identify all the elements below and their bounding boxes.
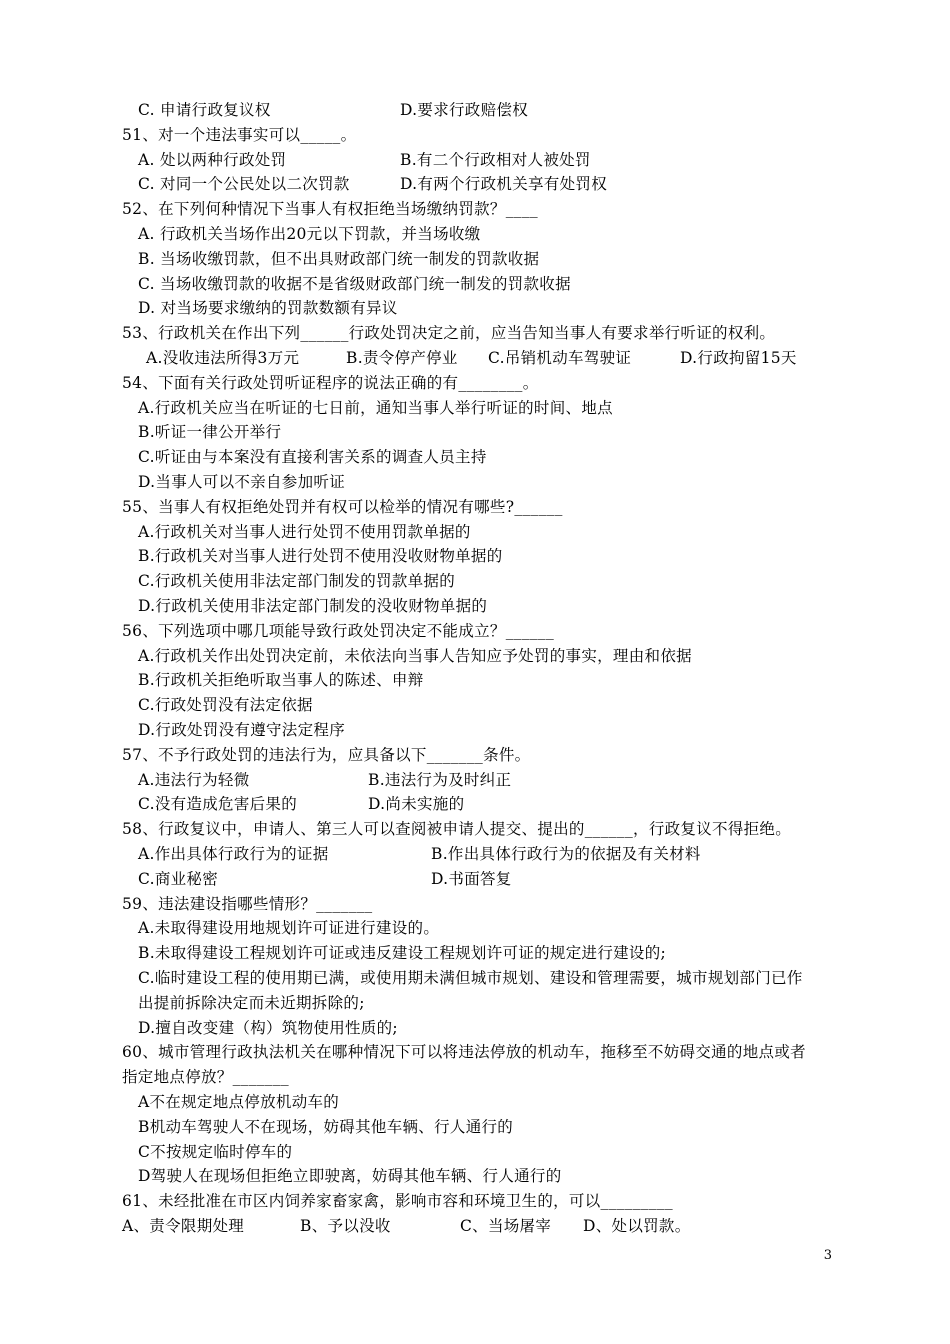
question-line: 58、行政复议中，申请人、第三人可以查阅被申请人提交、提出的______，行政复议不得拒绝。 (122, 820, 792, 838)
option-left: C. 申请行政复议权 (138, 101, 271, 119)
option-inline: C.吊销机动车驾驶证 (488, 349, 632, 367)
option-inline: A.没收违法所得3万元 (146, 349, 300, 367)
option-right: D.有两个行政机关享有处罚权 (400, 175, 608, 193)
option-line: A.行政机关对当事人进行处罚不使用罚款单据的 (138, 523, 471, 541)
option-line: B机动车驾驶人不在现场，妨碍其他车辆、行人通行的 (138, 1118, 514, 1136)
option-line: B.行政机关对当事人进行处罚不使用没收财物单据的 (138, 547, 503, 565)
option-right: B.有二个行政相对人被处罚 (400, 151, 591, 169)
option-inline: C、当场屠宰 (460, 1217, 552, 1235)
option-line: D驾驶人在现场但拒绝立即驶离，妨碍其他车辆、行人通行的 (138, 1167, 562, 1185)
question-line: 54、下面有关行政处罚听证程序的说法正确的有________。 (122, 374, 539, 392)
option-inline: B.责令停产停业 (346, 349, 458, 367)
question-line: 55、当事人有权拒绝处罚并有权可以检举的情况有哪些?______ (122, 498, 563, 516)
question-line: 57、不予行政处罚的违法行为，应具备以下_______条件。 (122, 746, 531, 764)
option-line: B.行政机关拒绝听取当事人的陈述、申辩 (138, 671, 424, 689)
option-line: D.当事人可以不亲自参加听证 (138, 473, 346, 491)
question-line: 指定地点停放？_______ (122, 1068, 289, 1086)
question-line: 53、行政机关在作出下列______行政处罚决定之前，应当告知当事人有要求举行听证的权利。 (122, 324, 776, 342)
option-line: A不在规定地点停放机动车的 (138, 1093, 340, 1111)
option-left: A.作出具体行政行为的证据 (138, 845, 329, 863)
option-right: B.作出具体行政行为的依据及有关材料 (431, 845, 701, 863)
option-inline: D.行政拘留15天 (680, 349, 797, 367)
option-line: 出提前拆除决定而未近期拆除的; (138, 994, 365, 1012)
option-left: A. 处以两种行政处罚 (138, 151, 287, 169)
option-line: C.行政机关使用非法定部门制发的罚款单据的 (138, 572, 456, 590)
option-line: B.未取得建设工程规划许可证或违反建设工程规划许可证的规定进行建设的; (138, 944, 667, 962)
option-inline: A、责令限期处理 (122, 1217, 245, 1235)
option-left: C.没有造成危害后果的 (138, 795, 298, 813)
page-number: 3 (823, 1248, 832, 1263)
option-line: C.临时建设工程的使用期已满，或使用期未满但城市规划、建设和管理需要，城市规划部门已作 (138, 969, 803, 987)
option-line: A.行政机关应当在听证的七日前，通知当事人举行听证的时间、地点 (138, 399, 613, 417)
option-line: C.行政处罚没有法定依据 (138, 696, 313, 714)
option-line: D.擅自改变建（构）筑物使用性质的; (138, 1019, 398, 1037)
question-line: 59、违法建设指哪些情形？_______ (122, 895, 373, 913)
option-left: A.违法行为轻微 (138, 771, 250, 789)
question-line: 52、在下列何种情况下当事人有权拒绝当场缴纳罚款？____ (122, 200, 538, 218)
option-line: C. 当场收缴罚款的收据不是省级财政部门统一制发的罚款收据 (138, 275, 571, 293)
option-line: D.行政机关使用非法定部门制发的没收财物单据的 (138, 597, 488, 615)
option-right: D.要求行政赔偿权 (400, 101, 529, 119)
option-right: B.违法行为及时纠正 (368, 771, 512, 789)
option-line: D.行政处罚没有遵守法定程序 (138, 721, 346, 739)
option-left: C. 对同一个公民处以二次罚款 (138, 175, 350, 193)
option-line: B. 当场收缴罚款，但不出具财政部门统一制发的罚款收据 (138, 250, 540, 268)
option-right: D.书面答复 (431, 870, 512, 888)
option-inline: B、予以没收 (300, 1217, 391, 1235)
question-line: 61、未经批准在市区内饲养家畜家禽，影响市容和环境卫生的，可以_________ (122, 1192, 673, 1210)
question-line: 56、下列选项中哪几项能导致行政处罚决定不能成立？______ (122, 622, 555, 640)
option-line: C.听证由与本案没有直接利害关系的调查人员主持 (138, 448, 487, 466)
option-line: B.听证一律公开举行 (138, 423, 282, 441)
option-line: A.未取得建设用地规划许可证进行建设的。 (138, 919, 440, 937)
option-line: D. 对当场要求缴纳的罚款数额有异议 (138, 299, 398, 317)
question-line: 51、对一个违法事实可以_____。 (122, 126, 357, 144)
option-line: A. 行政机关当场作出20元以下罚款，并当场收缴 (138, 225, 481, 243)
question-line: 60、城市管理行政执法机关在哪种情况下可以将违法停放的机动车，拖移至不妨碍交通的地点或者 (122, 1043, 806, 1061)
option-inline: D、处以罚款。 (583, 1217, 691, 1235)
option-left: C.商业秘密 (138, 870, 219, 888)
option-line: A.行政机关作出处罚决定前，未依法向当事人告知应予处罚的事实，理由和依据 (138, 647, 692, 665)
option-right: D.尚未实施的 (368, 795, 465, 813)
option-line: C不按规定临时停车的 (138, 1143, 293, 1161)
